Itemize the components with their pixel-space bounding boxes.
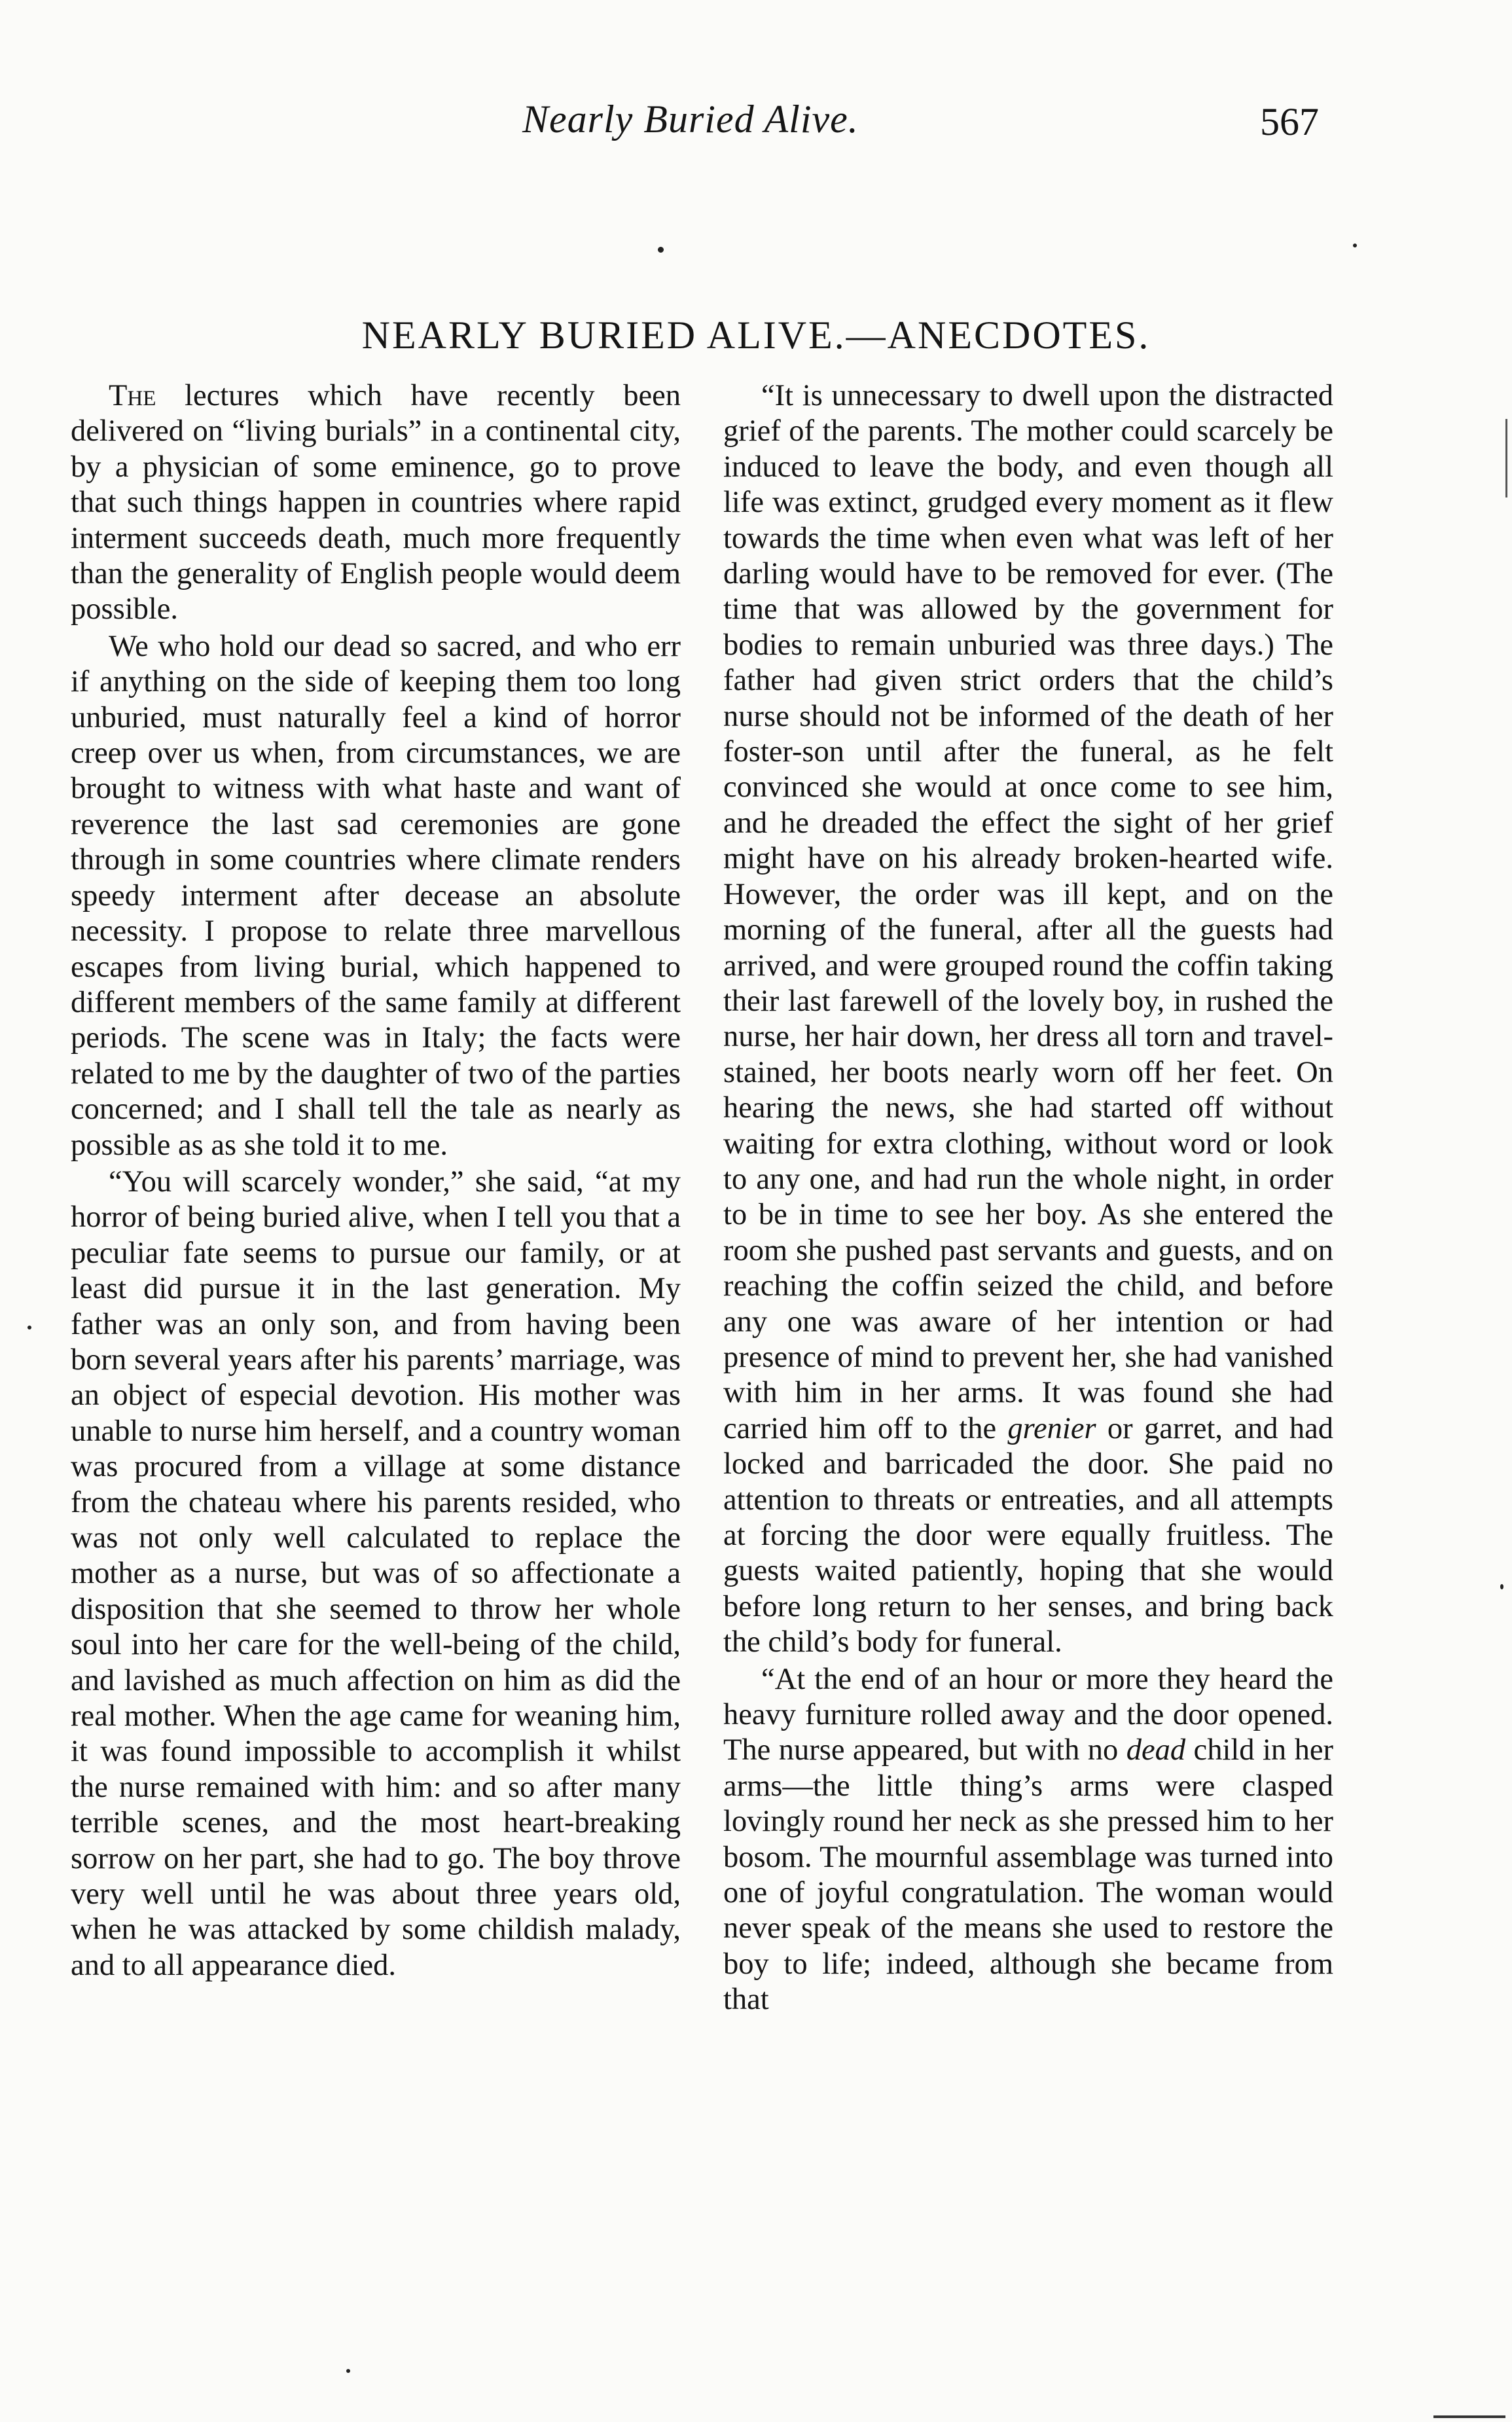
italic-word: grenier — [1007, 1411, 1096, 1445]
running-title: Nearly Buried Alive. — [522, 98, 859, 141]
left-column — [71, 378, 681, 1983]
ink-speck — [1500, 1584, 1503, 1589]
paragraph: We who hold our dead so sacred, and who err if anything on the side of keeping them too long unburied, must naturally feel a kind of horror creep over us when, from circumstances, we are brought to witness with what haste and want of reverence the last sad ceremonies are gone through in some countries where climate renders speedy interment after decease an absolute necessity. I propose to relate three marvellous escapes from living burial, which happened to different members of the same family at different periods. The scene was in Italy; the facts were related to me by the daughter of two of the parties concerned; and I shall tell the tale as nearly as possible as as she told it to me. — [71, 629, 681, 1162]
right-column — [723, 378, 1333, 2018]
ink-speck — [346, 2369, 350, 2373]
ink-speck — [1353, 244, 1357, 247]
italic-word: dead — [1126, 1733, 1186, 1767]
paragraph-text: child in her arms—the little thing’s arms were clasped lovingly round her neck as she pressed him to her bosom. The mournful assemblage was turned into one of joyful congratulation. The woman would never speak of the means she used to restore the boy to life; indeed, although she became from that — [723, 1733, 1333, 2017]
ink-speck — [658, 247, 664, 253]
paragraph — [71, 378, 681, 628]
page-number: 567 — [1260, 100, 1319, 143]
paragraph-text: or garret, and had locked and barricaded the door. She paid no attention to threats or entreaties, and all attempts at forcing the door were equally fruitless. The guests waited patiently, hoping that she would before long return to her senses, and bring back the child’s body for funeral. — [723, 1411, 1333, 1659]
paragraph-text: lectures which have recently been delivered on “living burials” in a continental city, by a physician of some eminence, go to prove that such things happen in countries where rapid interment succeeds death, much more frequently than the generality of English people would deem possible. — [71, 379, 681, 626]
article-title: NEARLY BURIED ALIVE.—ANECDOTES. — [361, 314, 1151, 357]
paragraph — [723, 1662, 1333, 2018]
paragraph-text: “At the end of an hour or more they heard the heavy furniture rolled away and the door opened. The nurse appeared, but with no — [723, 1662, 1333, 1767]
running-head — [0, 97, 1512, 149]
paragraph — [723, 378, 1333, 1661]
page-edge-mark — [1433, 2415, 1505, 2418]
paragraph: “You will scarcely wonder,” she said, “at my horror of being buried alive, when I tell you that a peculiar fate seems to pursue our family, or at least did pursue it in the last generation. My father was an only son, and from having been born several years after his parents’ marriage, was an object of especial devotion. His mother was unable to nurse him herself, and a country woman was procured from a village at some distance from the chateau where his parents resided, who was not only well calculated to replace the mother as a nurse, but was of so affectionate a disposition that she seemed to throw her whole soul into her care for the well-being of the child, and lavished as much affection on him as did the real mother. When the age came for weaning him, it was found impossible to accomplish it whilst the nurse remained with him: and so after many terrible scenes, and the most heart-breaking sorrow on her part, she had to go. The boy throve very well until he was about three years old, when he was attacked by some childish malady, and to all appearance died. — [71, 1165, 681, 1982]
drop-word: The — [109, 379, 156, 412]
paragraph-text: “It is unnecessary to dwell upon the distracted grief of the parents. The mother could scarcely be induced to leave the body, and even though all life was extinct, grudged every moment as it flew towards the time when even what was left of her darling would have to be removed for ever. (The time that was allowed by the government for bodies to remain unburied was three days.) The father had given strict orders that the child’s nurse should not be informed of the death of her foster-son until after the funeral, as he felt convinced she would at once come to see him, and he dreaded the effect the sight of her grief might have on his already broken-hearted wife. However, the order was ill kept, and on the morning of the funeral, after all the guests had arrived, and were grouped round the coffin taking their last farewell of the lovely boy, in rushed the nurse, her hair down, her dress all torn and travel-stained, her boots nearly worn off her feet. On hearing the news, she had started off without waiting for extra clothing, without word or look to any one, and had run the whole night, in order to be in time to see her boy. As she entered the room she pushed past servants and guests, and on reaching the coffin seized the child, and before any one was aware of her intention or had presence of mind to prevent her, she had vanished with him in her arms. It was found she had carried him off to the — [723, 379, 1333, 1445]
page-edge-mark — [1505, 419, 1507, 497]
ink-speck — [27, 1326, 31, 1329]
